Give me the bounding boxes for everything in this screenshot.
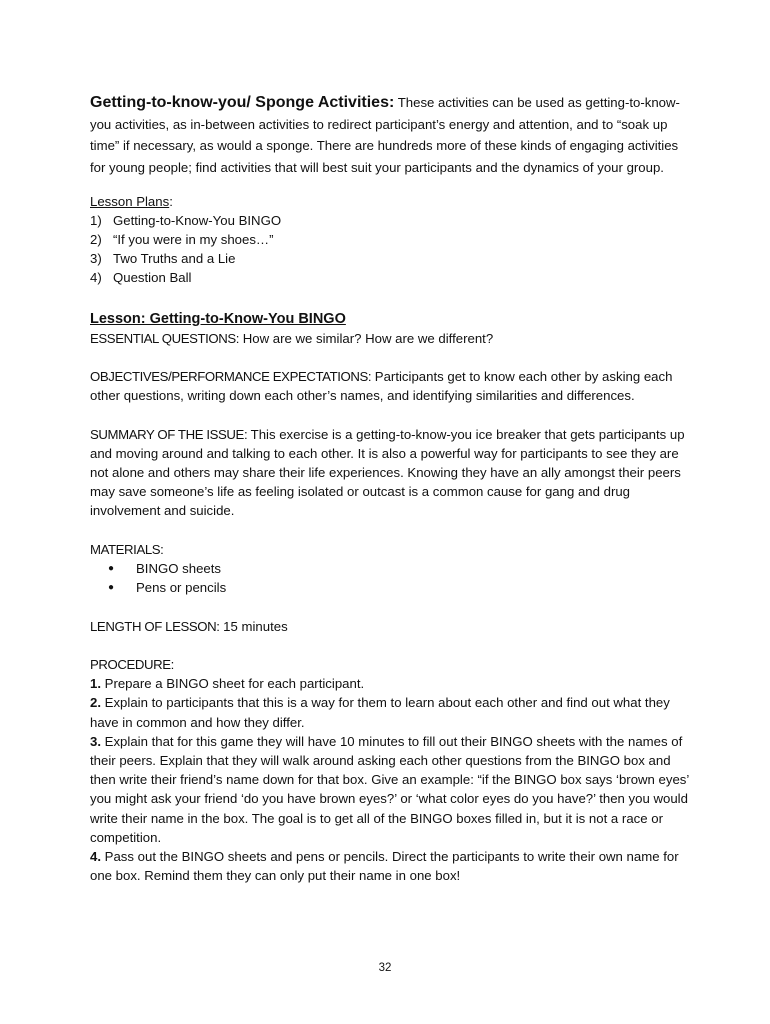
- procedure-step: 2. Explain to participants that this is a way for them to learn about each other and find out what they have in common and how they differ.: [90, 695, 670, 730]
- list-item: 3) Two Truths and a Lie: [90, 251, 236, 266]
- list-item: 1) Getting-to-Know-You BINGO: [90, 213, 282, 228]
- list-item: 4) Question Ball: [90, 270, 192, 285]
- list-item: 2) “If you were in my shoes…”: [90, 232, 274, 247]
- essential-text: How are we similar? How are we different?: [239, 331, 494, 346]
- procedure-steps: [90, 674, 690, 885]
- bullet-icon: ●: [108, 582, 115, 594]
- summary-of-issue: [90, 425, 690, 521]
- materials-label: MATERIALS:: [90, 541, 164, 557]
- materials-list: [90, 559, 690, 598]
- summary-text: This exercise is a getting-to-know-you ice breaker that gets participants up and moving around and talking to each other. It is also a powerful way for participants to see they are not alone and others may share their life experiences. Knowing they have an ally amongst their peers may save someone’s life as feeling isolated or outcast is a common cause for gang and drug involvement and suicide.: [90, 426, 685, 519]
- intro-heading: Getting-to-know-you/ Sponge Activities:: [90, 94, 395, 111]
- bullet-icon: ●: [108, 562, 115, 574]
- length-text: 15 minutes: [219, 618, 288, 634]
- lesson-plans-list: [90, 211, 690, 287]
- lesson-title: Lesson: Getting-to-Know-You BINGO: [90, 311, 346, 327]
- list-item: ● BINGO sheets: [90, 559, 690, 579]
- summary-label: SUMMARY OF THE ISSUE:: [90, 426, 248, 442]
- essential-questions: [90, 329, 690, 348]
- intro-text: These activities can be used as getting-to-know-you activities, as in-between activities to redirect participant’s energy and attention, and to “soak up time” if necessary, as would a sponge. There are hundreds more of these kinds of engaging activities for young people; find activities that will best suit your participants and the dynamics of your group.: [90, 95, 680, 175]
- procedure-label: PROCEDURE:: [90, 657, 174, 673]
- document-page: [90, 92, 690, 885]
- page-number: 32: [378, 962, 392, 974]
- essential-label: ESSENTIAL QUESTIONS:: [90, 331, 240, 346]
- objectives-label: OBJECTIVES/PERFORMANCE EXPECTATIONS:: [90, 369, 372, 385]
- length-label: LENGTH OF LESSON:: [90, 618, 220, 634]
- intro-paragraph: [90, 92, 690, 178]
- lesson-plans-label: Lesson Plans:: [90, 194, 173, 209]
- objectives: [90, 367, 690, 405]
- objectives-text: Participants get to know each other by asking each other questions, writing down each other’s names, and identifying similarities and differences.: [90, 369, 673, 404]
- procedure-step: 1. Prepare a BINGO sheet for each participant.: [90, 676, 365, 692]
- procedure-step: 3. Explain that for this game they will have 10 minutes to fill out their BINGO sheets with the names of their peers. Explain that they will walk around asking each other questions from the BINGO box and then write their friend’s name down for that box. Give an example: “if the BINGO box says ‘brown eyes’ you might ask your friend ‘do you have brown eyes?’ or ‘what color eyes do you have?’ then you would write their name in the box. The goal is to get all of the BINGO boxes filled in, but it is not a race or competition.: [90, 733, 689, 845]
- length-of-lesson: [90, 617, 690, 636]
- procedure-step: 4. Pass out the BINGO sheets and pens or pencils. Direct the participants to write their own name for one box. Remind them they can only put their name in one box!: [90, 849, 679, 884]
- list-item: ● Pens or pencils: [90, 578, 690, 598]
